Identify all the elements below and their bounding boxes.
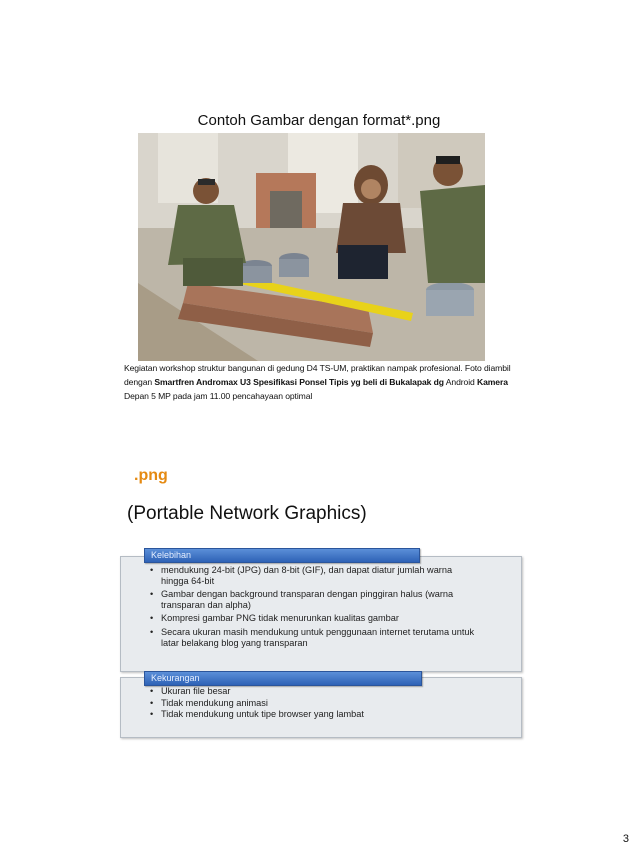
disadvantages-list bbox=[150, 686, 480, 721]
slide-title: Contoh Gambar dengan format*.png bbox=[197, 112, 441, 129]
list-item: • Tidak mendukung animasi bbox=[150, 698, 480, 709]
photo-caption: Kegiatan workshop struktur bangunan di gedung D4 TS-UM, praktikan nampak profesional. Foto diambil dengan Smartfren Andromax U3 Spesifikasi Ponsel Tipis yg beli di Bukalapak dg Android Kamera Depan 5 MP pada jam 11.00 pencahayaan optimal bbox=[124, 363, 511, 401]
list-item: • Secara ukuran masih mendukung untuk penggunaan internet terutama untuk latar belakang blog yang transparan bbox=[150, 627, 480, 648]
disadvantages-label: Kekurangan bbox=[144, 671, 422, 686]
format-extension: .png bbox=[134, 467, 168, 484]
list-item: • Kompresi gambar PNG tidak menurunkan kualitas gambar bbox=[150, 613, 480, 624]
format-full-name: (Portable Network Graphics) bbox=[127, 503, 367, 524]
page-number: 3 bbox=[622, 833, 629, 845]
list-item: • Tidak mendukung untuk tipe browser yang lambat bbox=[150, 709, 480, 720]
advantages-list bbox=[150, 565, 480, 651]
list-item: • Ukuran file besar bbox=[150, 686, 480, 697]
workshop-photo bbox=[138, 133, 485, 361]
list-item: • mendukung 24-bit (JPG) dan 8-bit (GIF), dan dapat diatur jumlah warna hingga 64-bit bbox=[150, 565, 480, 586]
advantages-label: Kelebihan bbox=[144, 548, 420, 563]
list-item: • Gambar dengan background transparan dengan pinggiran halus (warna transparan dan alpha) bbox=[150, 589, 480, 610]
